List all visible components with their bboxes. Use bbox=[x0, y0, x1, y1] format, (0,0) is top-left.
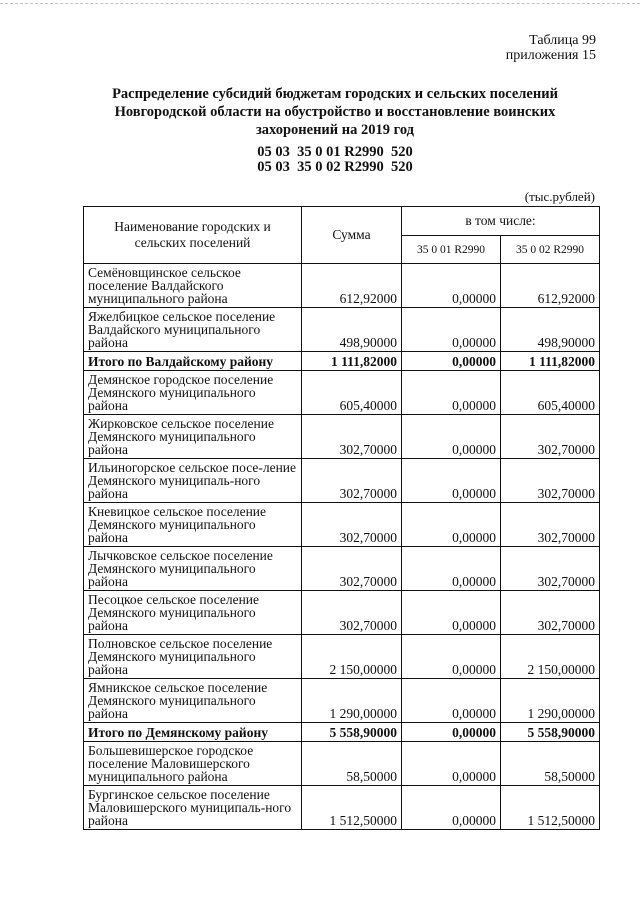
table-number: Таблица 99 bbox=[529, 33, 596, 48]
code1-amount-cell: 0,00000 bbox=[402, 415, 501, 459]
table-row bbox=[84, 308, 600, 352]
header-including: в том числе: bbox=[402, 207, 600, 236]
code2-amount-cell: 1 111,82000 bbox=[501, 352, 600, 371]
sum-cell: 612,92000 bbox=[302, 264, 402, 308]
table-row bbox=[84, 415, 600, 459]
code2-amount-cell: 1 290,00000 bbox=[501, 679, 600, 723]
sum-cell: 1 290,00000 bbox=[302, 679, 402, 723]
code1-amount-cell: 0,00000 bbox=[402, 264, 501, 308]
table-row bbox=[84, 742, 600, 786]
document-title bbox=[90, 85, 580, 139]
code1-amount-cell: 0,00000 bbox=[402, 371, 501, 415]
settlement-name-cell: Лычковское сельское поселение Демянского муниципального района bbox=[84, 547, 302, 591]
settlement-name-cell: Песоцкое сельское поселение Демянского муниципального района bbox=[84, 591, 302, 635]
settlement-name-cell: Жирковское сельское поселение Демянского муниципального района bbox=[84, 415, 302, 459]
title-line-2: Новгородской области на обустройство и восстановление воинских bbox=[114, 104, 556, 120]
appendix-number: приложения 15 bbox=[505, 48, 596, 63]
budget-code-2: 05 03 35 0 02 R2990 520 bbox=[257, 159, 413, 175]
settlement-name-cell: Семёновщинское сельское поселение Валдайского муниципального района bbox=[84, 264, 302, 308]
sum-cell: 605,40000 bbox=[302, 371, 402, 415]
code2-amount-cell: 498,90000 bbox=[501, 308, 600, 352]
total-row bbox=[84, 352, 600, 371]
units-label: (тыс.рублей) bbox=[524, 189, 595, 204]
table-row bbox=[84, 635, 600, 679]
settlement-name-cell: Ямникское сельское поселение Демянского муниципального района bbox=[84, 679, 302, 723]
table-row bbox=[84, 459, 600, 503]
code1-amount-cell: 0,00000 bbox=[402, 503, 501, 547]
subsidy-table bbox=[83, 206, 600, 830]
table-body bbox=[84, 264, 600, 830]
header-settlement-name: Наименование городских и сельских поселений bbox=[84, 207, 302, 264]
table-row bbox=[84, 786, 600, 830]
title-line-3: захоронений на 2019 год bbox=[255, 122, 415, 138]
code1-amount-cell: 0,00000 bbox=[402, 352, 501, 371]
sum-cell: 498,90000 bbox=[302, 308, 402, 352]
table-row bbox=[84, 591, 600, 635]
title-line-1: Распределение субсидий бюджетам городских и сельских поселений bbox=[112, 86, 558, 102]
code2-amount-cell: 302,70000 bbox=[501, 459, 600, 503]
table-reference bbox=[506, 33, 596, 63]
code1-amount-cell: 0,00000 bbox=[402, 547, 501, 591]
settlement-name-cell: Кневицкое сельское поселение Демянского муниципального района bbox=[84, 503, 302, 547]
code2-amount-cell: 302,70000 bbox=[501, 503, 600, 547]
header-code-1: 35 0 01 R2990 bbox=[402, 236, 501, 264]
code2-amount-cell: 612,92000 bbox=[501, 264, 600, 308]
sum-cell: 5 558,90000 bbox=[302, 723, 402, 742]
settlement-name-cell: Полновское сельское поселение Демянского муниципального района bbox=[84, 635, 302, 679]
code1-amount-cell: 0,00000 bbox=[402, 308, 501, 352]
scan-artifact-line bbox=[0, 3, 640, 6]
code1-amount-cell: 0,00000 bbox=[402, 786, 501, 830]
code2-amount-cell: 5 558,90000 bbox=[501, 723, 600, 742]
sum-cell: 302,70000 bbox=[302, 591, 402, 635]
settlement-name-cell: Демянское городское поселение Демянского муниципального района bbox=[84, 371, 302, 415]
sum-cell: 2 150,00000 bbox=[302, 635, 402, 679]
code2-amount-cell: 302,70000 bbox=[501, 415, 600, 459]
table-row bbox=[84, 547, 600, 591]
sum-cell: 302,70000 bbox=[302, 459, 402, 503]
settlement-name-cell: Ильиногорское сельское посе-ление Демянского муниципаль-ного района bbox=[84, 459, 302, 503]
code2-amount-cell: 605,40000 bbox=[501, 371, 600, 415]
table-row bbox=[84, 371, 600, 415]
code1-amount-cell: 0,00000 bbox=[402, 679, 501, 723]
budget-codes bbox=[90, 145, 580, 175]
sum-cell: 1 512,50000 bbox=[302, 786, 402, 830]
code1-amount-cell: 0,00000 bbox=[402, 459, 501, 503]
settlement-name-cell: Яжелбицкое сельское поселение Валдайского муниципального района bbox=[84, 308, 302, 352]
sum-cell: 302,70000 bbox=[302, 415, 402, 459]
settlement-name-cell: Итого по Валдайскому району bbox=[84, 352, 302, 371]
budget-code-1: 05 03 35 0 01 R2990 520 bbox=[257, 144, 413, 160]
sum-cell: 58,50000 bbox=[302, 742, 402, 786]
total-row bbox=[84, 723, 600, 742]
code1-amount-cell: 0,00000 bbox=[402, 742, 501, 786]
code2-amount-cell: 302,70000 bbox=[501, 547, 600, 591]
code1-amount-cell: 0,00000 bbox=[402, 591, 501, 635]
settlement-name-cell: Итого по Демянскому району bbox=[84, 723, 302, 742]
sum-cell: 302,70000 bbox=[302, 547, 402, 591]
header-code-2: 35 0 02 R2990 bbox=[501, 236, 600, 264]
sum-cell: 302,70000 bbox=[302, 503, 402, 547]
settlement-name-cell: Большевишерское городское поселение Маловишерского муниципального района bbox=[84, 742, 302, 786]
code2-amount-cell: 2 150,00000 bbox=[501, 635, 600, 679]
sum-cell: 1 111,82000 bbox=[302, 352, 402, 371]
code1-amount-cell: 0,00000 bbox=[402, 723, 501, 742]
code2-amount-cell: 58,50000 bbox=[501, 742, 600, 786]
table-row bbox=[84, 679, 600, 723]
code2-amount-cell: 302,70000 bbox=[501, 591, 600, 635]
header-sum: Сумма bbox=[302, 207, 402, 264]
table-row bbox=[84, 264, 600, 308]
code2-amount-cell: 1 512,50000 bbox=[501, 786, 600, 830]
table-row bbox=[84, 503, 600, 547]
settlement-name-cell: Бургинское сельское поселение Маловишерского муниципаль-ного района bbox=[84, 786, 302, 830]
code1-amount-cell: 0,00000 bbox=[402, 635, 501, 679]
